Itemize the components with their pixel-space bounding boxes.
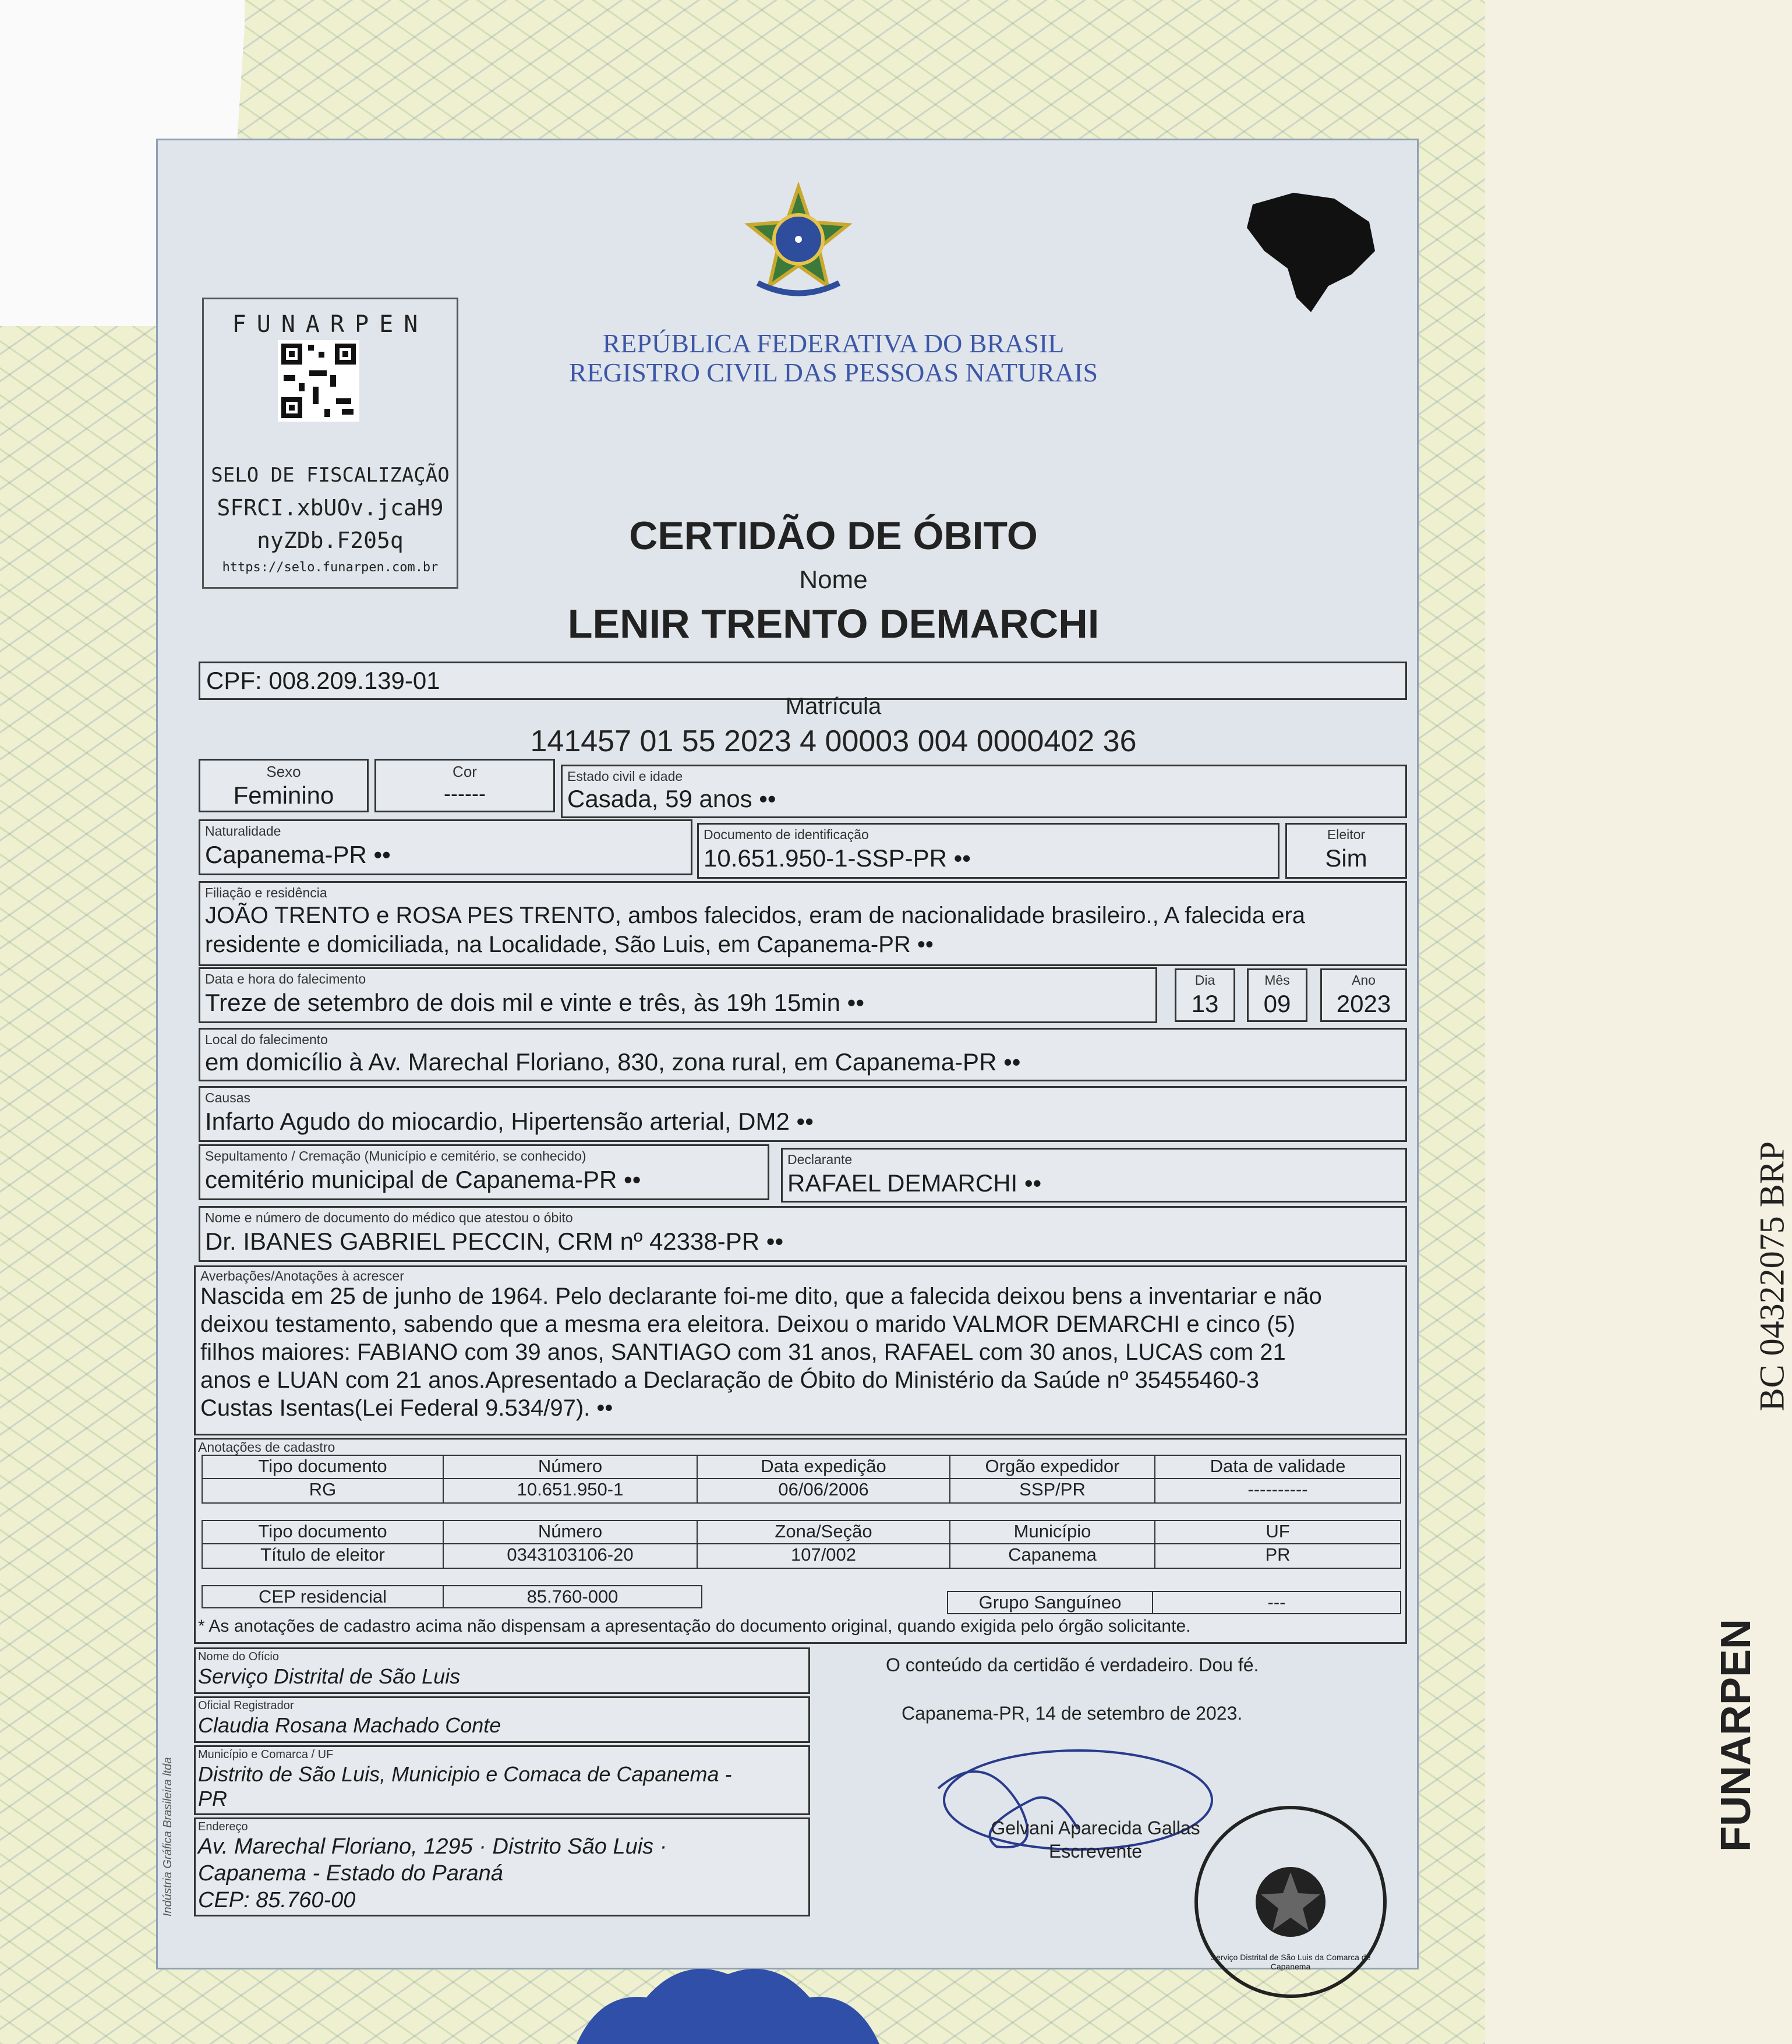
causas-label: Causas bbox=[205, 1090, 250, 1105]
signer-role: Escrevente bbox=[1048, 1841, 1143, 1862]
fiscal-seal-box bbox=[202, 298, 458, 589]
estado-civil-box bbox=[561, 765, 1407, 818]
rg-header-orgao: Orgão expedidor bbox=[950, 1456, 1155, 1479]
cadastro-box bbox=[194, 1438, 1407, 1644]
falecimento-value: Treze de setembro de dois mil e vinte e três, às 19h 15min •• bbox=[205, 989, 865, 1016]
municipio-box bbox=[194, 1745, 810, 1815]
averbacoes-line-4: anos e LUAN com 21 anos.Apresentado a Declaração de Óbito do Ministério da Saúde nº 35455460-3 bbox=[200, 1367, 1259, 1393]
endereco-box bbox=[194, 1817, 810, 1916]
rg-header-data: Data expedição bbox=[698, 1456, 950, 1479]
rg-header-tipo: Tipo documento bbox=[203, 1456, 444, 1479]
estado-civil-value: Casada, 59 anos •• bbox=[567, 785, 776, 812]
cor-box bbox=[374, 759, 555, 812]
averbacoes-label: Averbações/Anotações à acrescer bbox=[200, 1268, 404, 1283]
header-republica: REPÚBLICA FEDERATIVA DO BRASIL bbox=[602, 328, 1065, 358]
averbacoes-line-1: Nascida em 25 de junho de 1964. Pelo declarante foi-me dito, que a falecida deixou bens a inventariar e não bbox=[200, 1283, 1322, 1309]
cor-value: ------ bbox=[444, 781, 486, 805]
estado-civil-label: Estado civil e idade bbox=[567, 769, 683, 784]
oficio-nome-box bbox=[194, 1647, 810, 1694]
dia-value: 13 bbox=[1191, 990, 1219, 1017]
sepultamento-value: cemitério municipal de Capanema-PR •• bbox=[205, 1166, 641, 1193]
sexo-box bbox=[199, 759, 369, 812]
averbacoes-box bbox=[194, 1265, 1407, 1435]
sexo-value: Feminino bbox=[233, 781, 334, 809]
seal-brand: FUNARPEN bbox=[232, 311, 429, 338]
brazil-map-icon bbox=[1241, 181, 1381, 315]
cadastro-note: * As anotações de cadastro acima não dispensam a apresentação do documento original, quando exigida pelo órgão solicitante. bbox=[198, 1617, 1191, 1636]
place-date: Capanema-PR, 14 de setembro de 2023. bbox=[902, 1703, 1243, 1724]
eleitor-label: Eleitor bbox=[1327, 827, 1366, 842]
declarante-label: Declarante bbox=[787, 1152, 853, 1167]
titulo-header-tipo: Tipo documento bbox=[203, 1521, 444, 1544]
rg-value-validade: ---------- bbox=[1247, 1479, 1308, 1500]
declarante-box bbox=[781, 1148, 1407, 1203]
name-label: Nome bbox=[799, 565, 868, 594]
seal-url[interactable]: https://selo.funarpen.com.br bbox=[222, 560, 439, 575]
oficial-value: Claudia Rosana Machado Conte bbox=[198, 1713, 501, 1737]
declarante-value: RAFAEL DEMARCHI •• bbox=[787, 1169, 1042, 1197]
documento-label: Documento de identificação bbox=[704, 827, 869, 842]
local-value: em domicílio à Av. Marechal Floriano, 830, zona rural, em Capanema-PR •• bbox=[205, 1048, 1021, 1076]
ano-label: Ano bbox=[1352, 973, 1376, 988]
naturalidade-label: Naturalidade bbox=[205, 823, 281, 839]
cep-value: 85.760-000 bbox=[526, 1586, 618, 1607]
documento-value: 10.651.950-1-SSP-PR •• bbox=[704, 844, 971, 872]
stamp-emblem-icon bbox=[1254, 1865, 1327, 1939]
ano-value: 2023 bbox=[1336, 990, 1391, 1017]
documento-box bbox=[697, 823, 1280, 879]
cor-label: Cor bbox=[453, 763, 477, 780]
titulo-value-numero: 0343103106-20 bbox=[444, 1544, 698, 1568]
mes-value: 09 bbox=[1263, 990, 1291, 1017]
endereco-line-3: CEP: 85.760-00 bbox=[198, 1888, 356, 1912]
seal-code-1: SFRCI.xbUOv.jcaH9 bbox=[217, 495, 444, 521]
eleitor-value: Sim bbox=[1325, 844, 1367, 872]
causas-box bbox=[199, 1086, 1407, 1142]
sexo-label: Sexo bbox=[266, 763, 301, 780]
titulo-value-uf: PR bbox=[1265, 1544, 1291, 1565]
mes-box bbox=[1247, 968, 1307, 1022]
official-stamp bbox=[1194, 1806, 1387, 1998]
causas-value: Infarto Agudo do miocardio, Hipertensão arterial, DM2 •• bbox=[205, 1108, 814, 1135]
printer-credit: Indústria Gráfica Brasileira ltda bbox=[161, 1757, 174, 1916]
oficio-nome-label: Nome do Ofício bbox=[198, 1650, 279, 1663]
falecimento-label: Data e hora do falecimento bbox=[205, 971, 366, 986]
filiacao-box bbox=[199, 881, 1407, 966]
cep-label: CEP residencial bbox=[203, 1586, 444, 1607]
averbacoes-line-5: Custas Isentas(Lei Federal 9.534/97). •• bbox=[200, 1395, 613, 1421]
titulo-header-zona: Zona/Seção bbox=[698, 1521, 950, 1544]
rg-table bbox=[202, 1455, 1401, 1504]
mes-label: Mês bbox=[1264, 973, 1290, 988]
local-label: Local do falecimento bbox=[205, 1032, 328, 1047]
seal-code-2: nyZDb.F205q bbox=[257, 528, 404, 553]
rg-value-tipo: RG bbox=[203, 1479, 444, 1502]
titulo-header-numero: Número bbox=[444, 1521, 698, 1544]
grupo-row bbox=[947, 1591, 1401, 1614]
cep-row bbox=[202, 1585, 702, 1608]
side-serial: BC 04322075 BRP bbox=[1752, 1141, 1791, 1412]
deceased-name: LENIR TRENTO DEMARCHI bbox=[567, 601, 1100, 646]
sepultamento-box bbox=[199, 1144, 769, 1200]
rg-value-numero: 10.651.950-1 bbox=[444, 1479, 698, 1502]
filiacao-label: Filiação e residência bbox=[205, 885, 327, 900]
stamp-text: Serviço Distrital de São Luis da Comarca de Capanema bbox=[1210, 1953, 1371, 1971]
certificate-inner-panel bbox=[156, 139, 1419, 1969]
titulo-table bbox=[202, 1520, 1401, 1569]
document-title: CERTIDÃO DE ÓBITO bbox=[629, 514, 1038, 558]
titulo-value-zona: 107/002 bbox=[698, 1544, 950, 1568]
grupo-value: --- bbox=[1267, 1592, 1286, 1612]
signature-icon bbox=[903, 1736, 1206, 1887]
naturalidade-value: Capanema-PR •• bbox=[205, 841, 391, 868]
rg-value-data: 06/06/2006 bbox=[698, 1479, 950, 1502]
dia-box bbox=[1175, 968, 1235, 1022]
eleitor-box bbox=[1285, 823, 1407, 879]
dia-label: Dia bbox=[1194, 973, 1215, 988]
oficial-label: Oficial Registrador bbox=[198, 1699, 294, 1712]
coat-of-arms-icon bbox=[740, 181, 857, 298]
filiacao-line-1: JOÃO TRENTO e ROSA PES TRENTO, ambos falecidos, eram de nacionalidade brasileiro., A falecida era bbox=[205, 903, 1306, 928]
rg-value-orgao: SSP/PR bbox=[950, 1479, 1155, 1502]
rg-header-validade: Data de validade bbox=[1155, 1456, 1400, 1479]
grupo-label: Grupo Sanguíneo bbox=[948, 1592, 1153, 1613]
medico-label: Nome e número de documento do médico que atestou o óbito bbox=[205, 1210, 573, 1225]
local-box bbox=[199, 1028, 1407, 1081]
averbacoes-line-3: filhos maiores: FABIANO com 39 anos, SANTIAGO com 31 anos, RAFAEL com 30 anos, LUCAS com 21 bbox=[200, 1339, 1286, 1365]
ano-box bbox=[1320, 968, 1407, 1022]
matricula-label: Matrícula bbox=[785, 694, 882, 719]
titulo-value-municipio: Capanema bbox=[950, 1544, 1155, 1568]
matricula-value: 141457 01 55 2023 4 00003 004 0000402 36 bbox=[530, 724, 1137, 758]
signer-name: Gelvani Aparecida Gallas bbox=[991, 1817, 1200, 1838]
naturalidade-box bbox=[199, 819, 692, 875]
municipio-label: Município e Comarca / UF bbox=[198, 1748, 334, 1761]
endereco-line-2: Capanema - Estado do Paraná bbox=[198, 1861, 503, 1886]
titulo-value-tipo: Título de eleitor bbox=[203, 1544, 444, 1568]
seal-label: SELO DE FISCALIZAÇÃO bbox=[211, 464, 450, 487]
falecimento-box bbox=[199, 967, 1157, 1023]
header-registro: REGISTRO CIVIL DAS PESSOAS NATURAIS bbox=[568, 358, 1098, 387]
oficial-box bbox=[194, 1696, 810, 1743]
cpf-value: CPF: 008.209.139-01 bbox=[206, 667, 440, 694]
oficio-nome-value: Serviço Distrital de São Luis bbox=[198, 1664, 461, 1688]
fe-statement: O conteúdo da certidão é verdadeiro. Dou fé. bbox=[886, 1654, 1259, 1675]
rg-header-numero: Número bbox=[444, 1456, 698, 1479]
titulo-header-municipio: Município bbox=[950, 1521, 1155, 1544]
cadastro-label: Anotações de cadastro bbox=[198, 1440, 335, 1455]
side-brand: FUNARPEN bbox=[1713, 1619, 1760, 1852]
titulo-header-uf: UF bbox=[1155, 1521, 1400, 1544]
medico-value: Dr. IBANES GABRIEL PECCIN, CRM nº 42338-PR •• bbox=[205, 1228, 784, 1255]
sepultamento-label: Sepultamento / Cremação (Município e cemitério, se conhecido) bbox=[205, 1148, 586, 1164]
qr-code-icon[interactable] bbox=[278, 340, 359, 422]
medico-box bbox=[199, 1206, 1407, 1262]
municipio-line-2: PR bbox=[198, 1787, 228, 1810]
endereco-line-1: Av. Marechal Floriano, 1295 · Distrito São Luis · bbox=[198, 1834, 667, 1859]
municipio-line-1: Distrito de São Luis, Municipio e Comaca de Capanema - bbox=[198, 1762, 732, 1786]
endereco-label: Endereço bbox=[198, 1820, 248, 1833]
filiacao-line-2: residente e domiciliada, na Localidade, São Luis, em Capanema-PR •• bbox=[205, 932, 934, 957]
bottom-rosette-icon bbox=[565, 1957, 891, 2044]
averbacoes-line-2: deixou testamento, sabendo que a mesma era eleitora. Deixou o marido VALMOR DEMARCHI e cinco (5) bbox=[200, 1311, 1296, 1337]
